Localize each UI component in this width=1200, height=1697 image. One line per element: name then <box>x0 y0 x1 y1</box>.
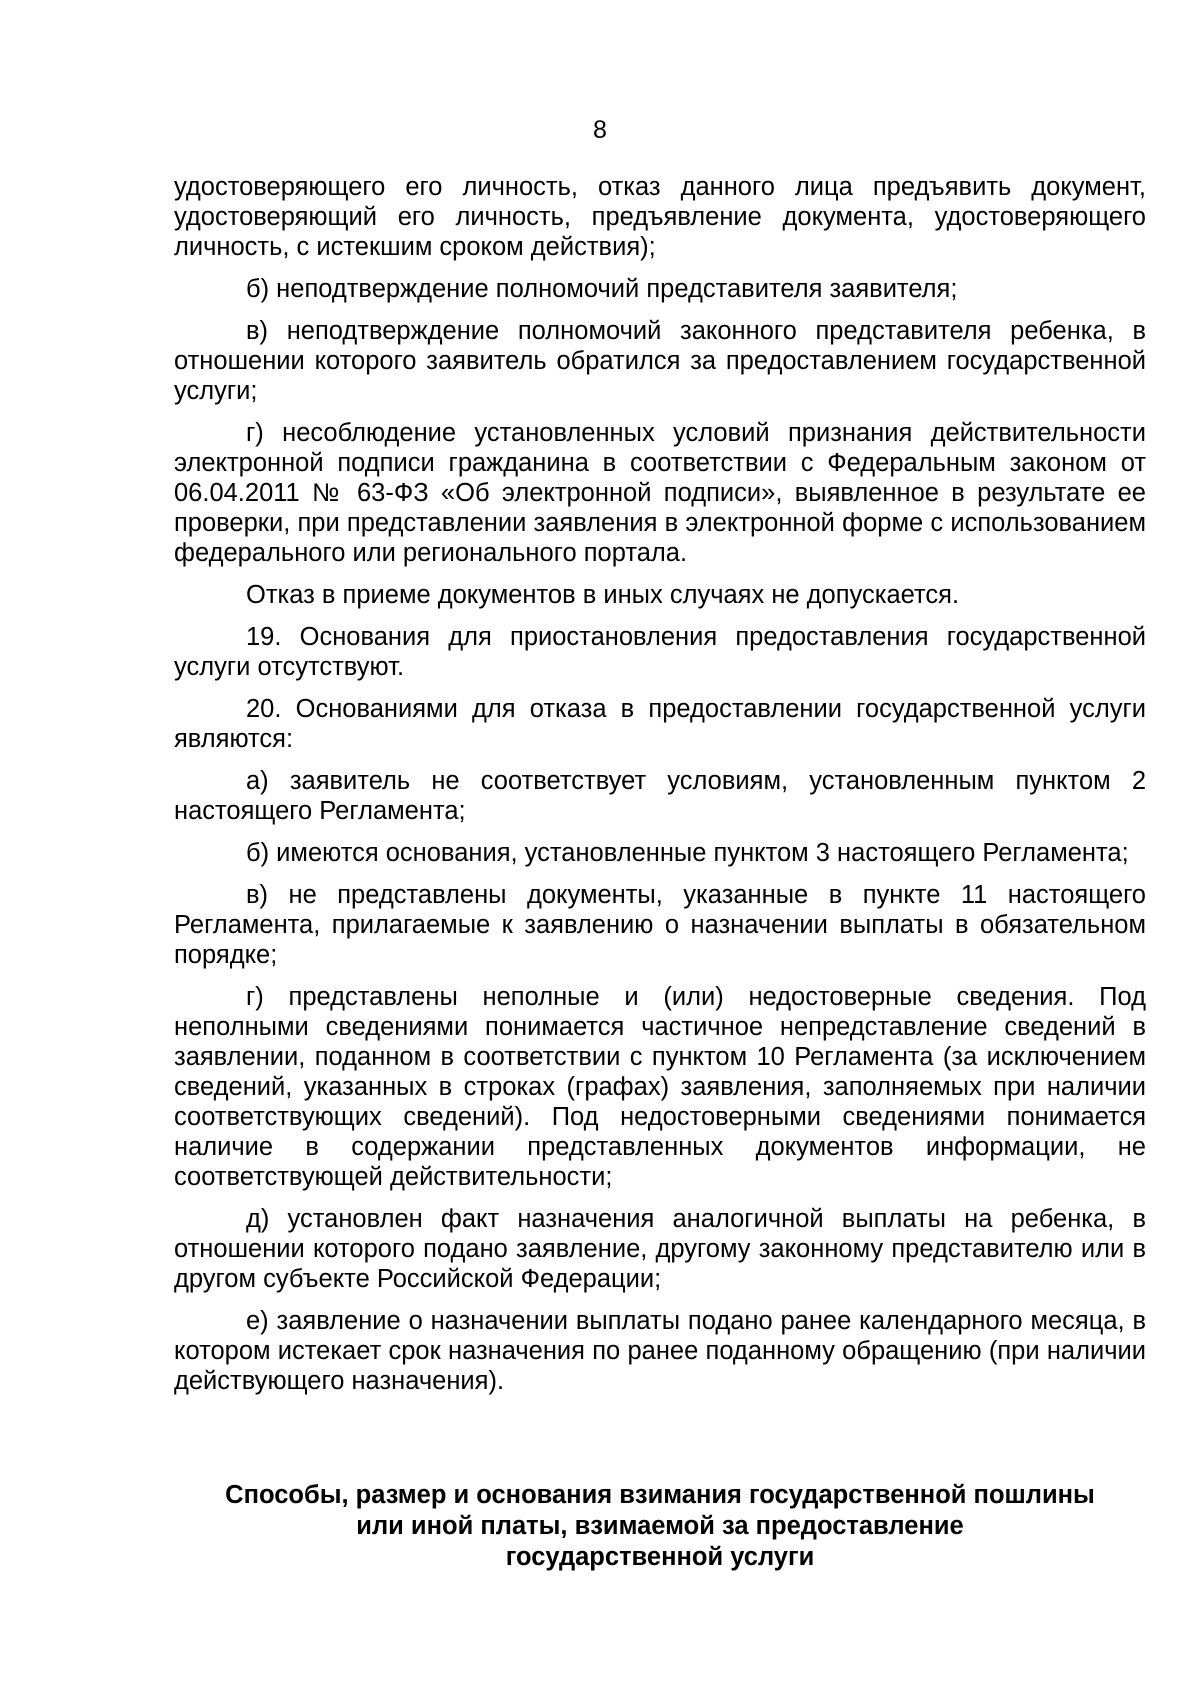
paragraph-continuation: удостоверяющего его личность, отказ данного лица предъявить документ, удостоверяющий его личность, предъявление документа, удостоверяющего личность, с истекшим сроком действия); <box>174 173 1146 261</box>
paragraph-20-d: д) установлен факт назначения аналогичной выплаты на ребенка, в отношении которого подано заявление, другому законному представителю или в другом субъекте Российской Федерации; <box>174 1205 1146 1293</box>
paragraph-20-v: в) не представлены документы, указанные в пункте 11 настоящего Регламента, прилагаемые к заявлению о назначении выплаты в обязательном порядке; <box>174 881 1146 969</box>
document-body <box>174 172 1146 1408</box>
section-heading <box>174 1480 1146 1573</box>
paragraph-20-b: б) имеются основания, установленные пунктом 3 настоящего Регламента; <box>246 839 1129 867</box>
section-heading-line: или иной платы, взимаемой за предоставление <box>356 1512 964 1540</box>
paragraph-20-g: г) представлены неполные и (или) недостоверные сведения. Под неполными сведениями понимается частичное непредставление сведений в заявлении, поданном в соответствии с пунктом 10 Регламента (за исключением сведений, указанных в строках (графах) заявления, заполняемых при наличии соответствующих сведений). Под недостоверными сведениями понимается наличие в содержании представленных документов информации, не соответствующей действительности; <box>174 983 1146 1191</box>
paragraph-20-a: а) заявитель не соответствует условиям, установленным пунктом 2 настоящего Регламента; <box>174 767 1146 825</box>
paragraph-20: 20. Основаниями для отказа в предоставлении государственной услуги являются: <box>174 695 1146 753</box>
paragraph-item-b: б) неподтверждение полномочий представителя заявителя; <box>246 275 958 303</box>
paragraph-item-g: г) несоблюдение установленных условий признания действительности электронной подписи гражданина в соответствии с Федеральным законом от 06.04.2011 № 63-ФЗ «Об электронной подписи», выявленное в результате ее проверки, при представлении заявления в электронной форме с использованием федерального или регионального портала. <box>174 419 1146 567</box>
paragraph-item-v: в) неподтверждение полномочий законного представителя ребенка, в отношении которого заявитель обратился за предоставлением государственной услуги; <box>174 317 1146 405</box>
section-heading-line: государственной услуги <box>505 1543 815 1571</box>
paragraph-19: 19. Основания для приостановления предоставления государственной услуги отсутствуют. <box>174 623 1146 681</box>
section-heading-line: Способы, размер и основания взимания государственной пошлины <box>225 1481 1095 1509</box>
page-number: 8 <box>593 116 607 144</box>
paragraph-20-e: е) заявление о назначении выплаты подано ранее календарного месяца, в котором истекает срок назначения по ранее поданному обращению (при наличии действующего назначения). <box>174 1307 1146 1395</box>
paragraph-refusal-note: Отказ в приеме документов в иных случаях не допускается. <box>246 581 960 609</box>
